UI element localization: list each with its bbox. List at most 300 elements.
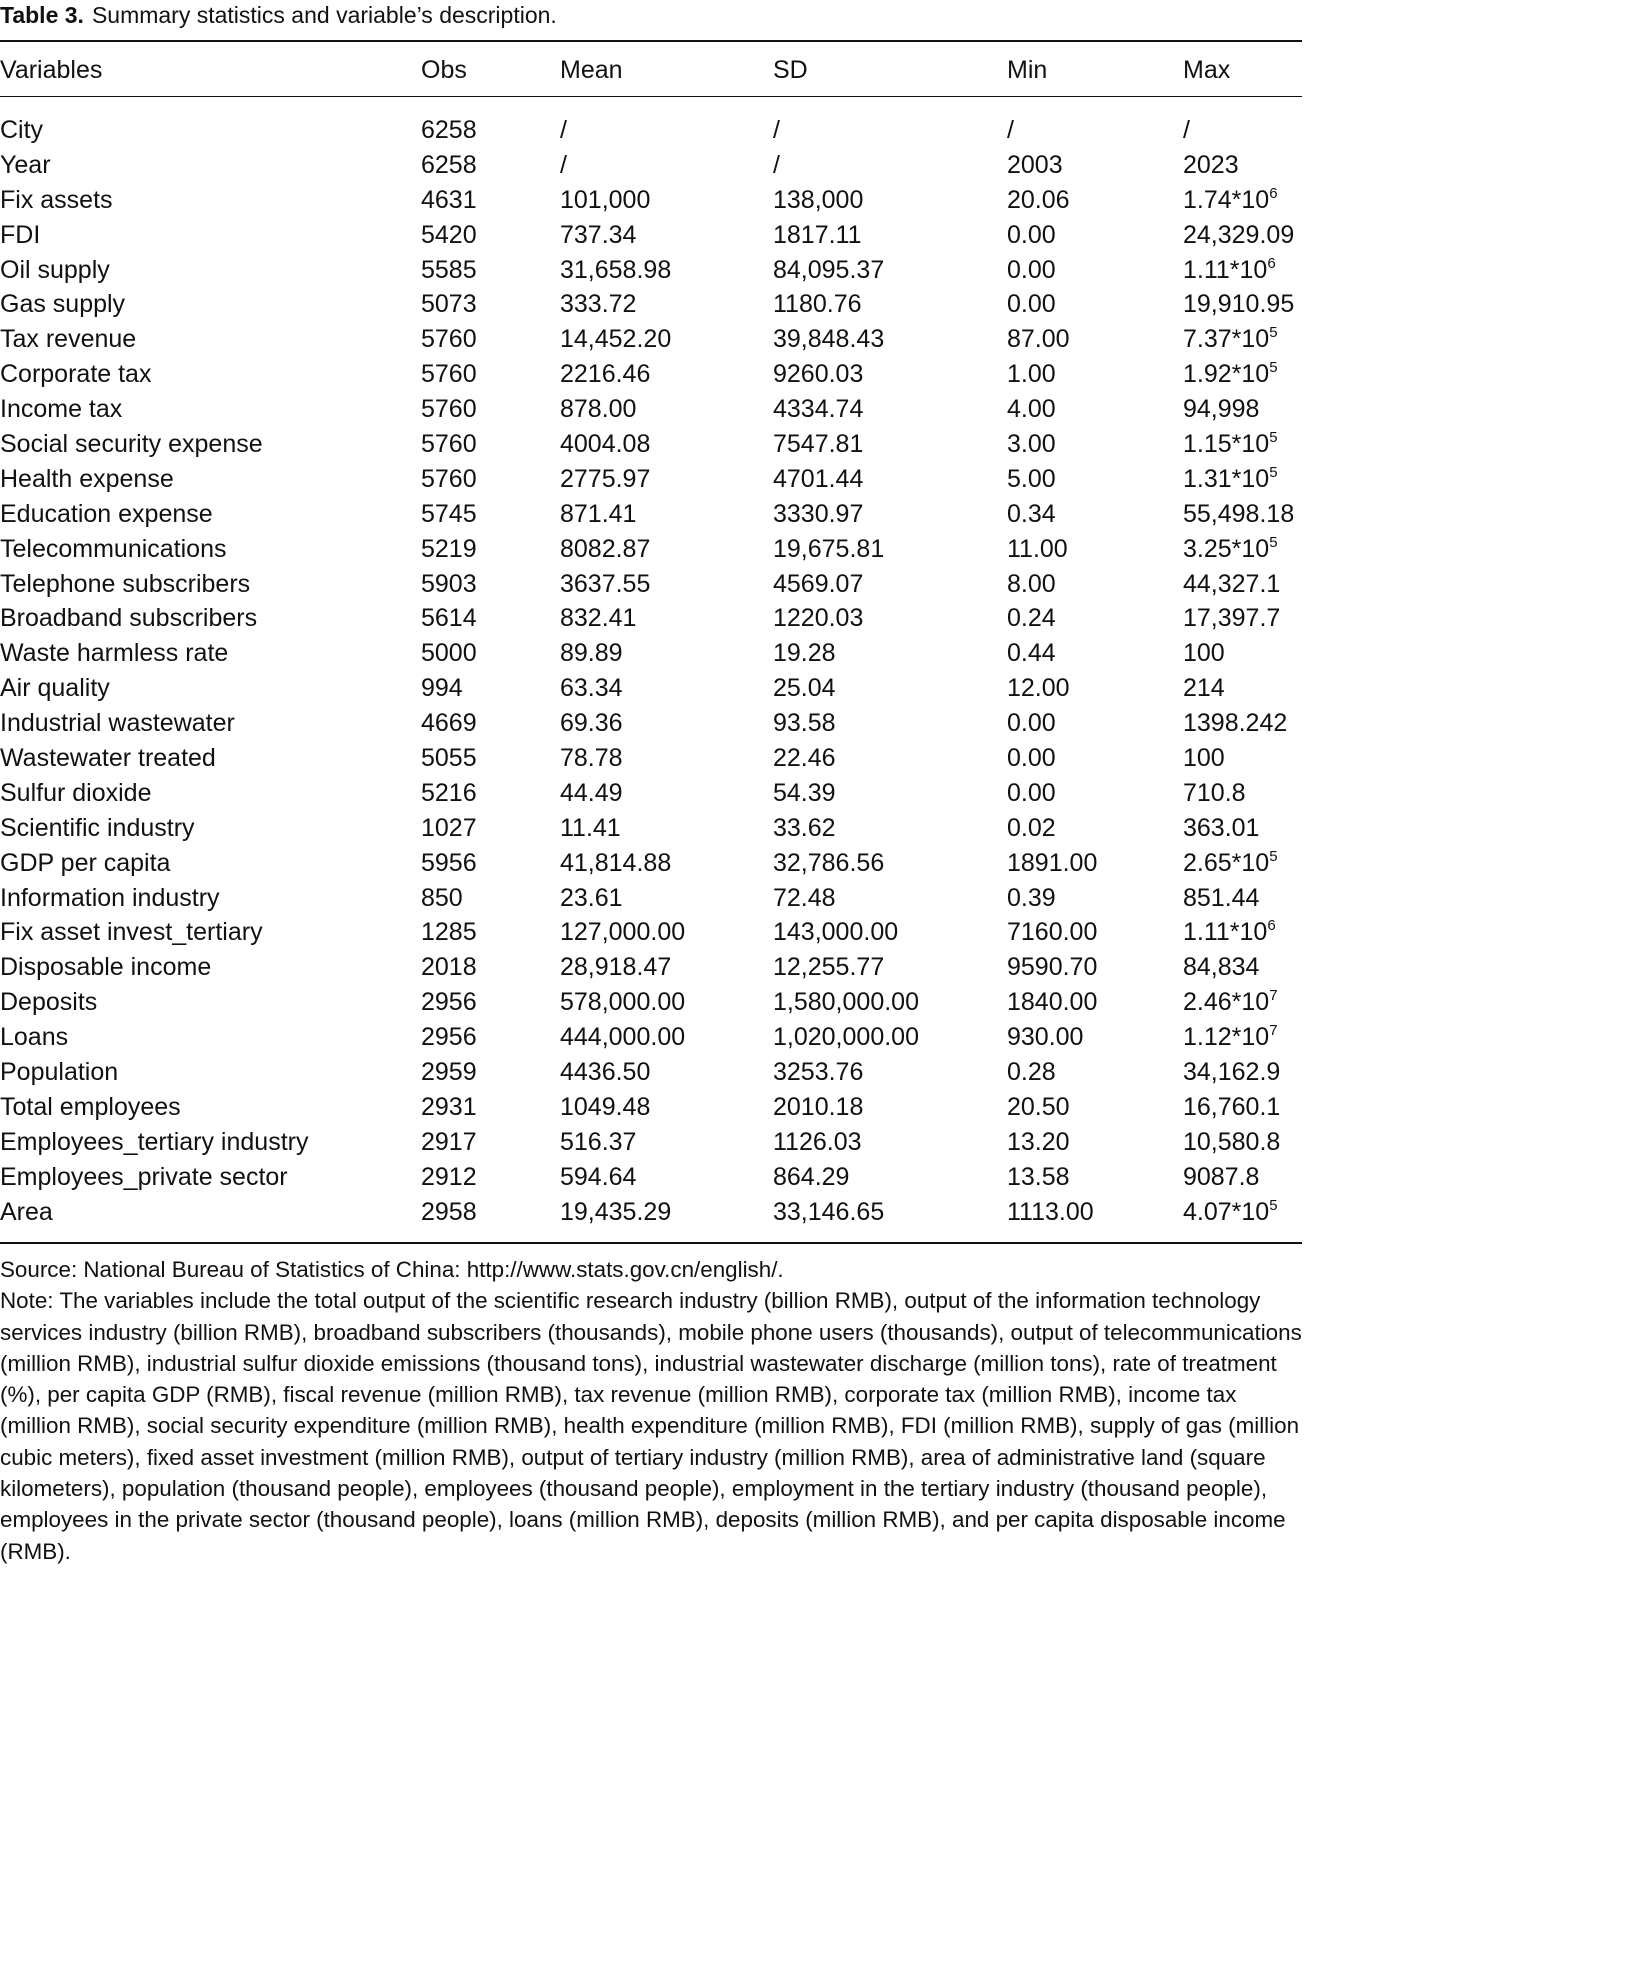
cell-max-text: 710.8 [1183,778,1246,807]
cell-variable-text: GDP per capita [0,848,171,877]
cell-sd-text: 1180.76 [773,290,862,319]
cell-min [1007,287,1056,322]
cell-max [1183,741,1225,776]
cell-mean-text: 127,000.00 [560,918,686,947]
cell-max-text: 2.46*10 [1183,988,1270,1017]
table-row [0,846,1302,881]
cell-max-text: 1398.242 [1183,709,1288,738]
cell-max-text: 9087.8 [1183,1162,1260,1191]
cell-min [1007,1055,1056,1090]
cell-max [1183,1090,1280,1125]
table-notes [0,1254,1302,1567]
cell-max [1183,392,1259,427]
cell-max-text: 100 [1183,639,1225,668]
cell-max-text: 851.44 [1183,883,1260,912]
cell-sd-text: 143,000.00 [773,918,899,947]
cell-variable [0,741,216,776]
cell-variable-text: Fix asset invest_tertiary [0,918,263,947]
cell-min-text: 13.58 [1007,1162,1070,1191]
cell-variable-text: Corporate tax [0,360,152,389]
table-row [0,392,1302,427]
cell-min [1007,113,1014,148]
cell-max [1183,1125,1280,1160]
table-row [0,148,1302,183]
cell-mean [560,1055,650,1090]
cell-mean-text: 41,814.88 [560,848,672,877]
cell-variable-text: Disposable income [0,953,212,982]
cell-mean-text: 23.61 [560,883,623,912]
cell-variable-text: Air quality [0,674,110,703]
cell-sd [773,915,898,950]
cell-mean [560,427,650,462]
cell-obs [421,846,477,881]
cell-obs [421,1195,477,1230]
cell-max [1183,113,1190,148]
cell-variable [0,811,195,846]
cell-sd [773,776,836,811]
column-header-max: Max [1183,56,1231,84]
cell-min-text: 0.34 [1007,499,1056,528]
cell-sd [773,1055,863,1090]
cell-min [1007,636,1056,671]
cell-obs [421,497,477,532]
cell-max-exponent: 7 [1269,987,1278,1005]
cell-obs-text: 5219 [421,534,477,563]
cell-variable [0,427,263,462]
cell-sd-text: 12,255.77 [773,953,885,982]
cell-variable [0,253,110,288]
cell-obs [421,532,477,567]
cell-obs-text: 2958 [421,1197,477,1226]
cell-variable-text: Year [0,150,51,179]
cell-variable-text: Education expense [0,499,213,528]
cell-variable-text: Employees_private sector [0,1162,288,1191]
cell-obs-text: 5760 [421,464,477,493]
cell-obs [421,567,477,602]
cell-min [1007,950,1097,985]
cell-obs [421,741,477,776]
cell-obs [421,253,477,288]
cell-max-exponent: 6 [1269,184,1278,202]
cell-mean-text: 28,918.47 [560,953,672,982]
cell-min [1007,427,1056,462]
cell-variable [0,567,250,602]
table-row [0,1055,1302,1090]
cell-mean-text: / [560,150,567,179]
cell-min-text: 9590.70 [1007,953,1098,982]
cell-obs [421,636,477,671]
column-header-obs: Obs [421,56,467,84]
cell-min-text: 5.00 [1007,464,1056,493]
cell-max-text: 17,397.7 [1183,604,1281,633]
cell-max [1183,183,1278,218]
cell-sd-text: 33.62 [773,813,836,842]
cell-variable [0,601,257,636]
cell-mean [560,462,650,497]
cell-variable-text: Fix assets [0,185,113,214]
cell-sd-text: 4701.44 [773,464,864,493]
table-row [0,881,1302,916]
cell-min-text: 3.00 [1007,430,1056,459]
cell-mean-text: 878.00 [560,395,637,424]
table-header-rule [0,96,1302,97]
cell-sd-text: 1220.03 [773,604,864,633]
cell-min-text: / [1007,116,1014,144]
cell-mean [560,392,636,427]
cell-obs-text: 2018 [421,953,477,982]
cell-variable [0,532,227,567]
cell-mean [560,253,671,288]
cell-min [1007,253,1056,288]
cell-sd [773,1020,919,1055]
cell-max-text: 7.37*10 [1183,325,1270,354]
cell-max-text: 16,760.1 [1183,1092,1281,1121]
cell-variable-text: Loans [0,1023,69,1052]
cell-sd [773,671,836,706]
cell-sd-text: 39,848.43 [773,325,885,354]
cell-mean [560,985,685,1020]
cell-variable-text: Tax revenue [0,325,137,354]
table-row [0,706,1302,741]
cell-min [1007,148,1063,183]
cell-sd-text: 1817.11 [773,220,862,249]
cell-sd-text: / [773,150,780,179]
table-row [0,532,1302,567]
column-header-variables: Variables [0,56,103,84]
cell-variable [0,462,174,497]
cell-obs [421,985,477,1020]
cell-min [1007,1125,1070,1160]
cell-max [1183,846,1278,881]
cell-mean-text: 19,435.29 [560,1197,672,1226]
cell-sd [773,427,863,462]
cell-variable [0,392,122,427]
cell-mean [560,322,671,357]
cell-max-text: 1.11*10 [1183,918,1268,947]
cell-sd-text: 22.46 [773,744,836,773]
cell-min [1007,776,1056,811]
cell-min-text: 0.39 [1007,883,1056,912]
cell-variable [0,706,235,741]
cell-min-text: 0.44 [1007,639,1056,668]
cell-sd [773,601,863,636]
variables-note: Note: The variables include the total output of the scientific research industry (billion RMB), output of the information technology services industry (billion RMB), broadband subscribers (thousands), mobile phone users (thousands), output of telecommunications (million RMB), industrial sulfur dioxide emissions (thousand tons), industrial wastewater discharge (million tons), rate of treatment (%), per capita GDP (RMB), fiscal revenue (million RMB), tax revenue (million RMB), corporate tax (million RMB), income tax (million RMB), social security expenditure (million RMB), health expenditure (million RMB), FDI (million RMB), supply of gas (million cubic meters), fixed asset investment (million RMB), output of tertiary industry (million RMB), area of administrative land (square kilometers), population (thousand people), employees (thousand people), employment in the tertiary industry (thousand people), employees in the private sector (thousand people), loans (million RMB), deposits (million RMB), and per capita disposable income (RMB). [0,1288,1302,1564]
cell-min-text: 7160.00 [1007,918,1098,947]
cell-sd-text: 19.28 [773,639,836,668]
cell-sd-text: 138,000 [773,185,864,214]
cell-variable [0,1160,288,1195]
cell-sd-text: 3253.76 [773,1058,864,1087]
table-bottom-rule [0,1242,1302,1244]
cell-mean [560,1160,636,1195]
cell-variable-text: Deposits [0,988,98,1017]
cell-sd [773,741,836,776]
cell-min [1007,322,1070,357]
cell-obs-text: 2917 [421,1127,477,1156]
cell-sd-text: 9260.03 [773,360,864,389]
cell-mean [560,357,650,392]
cell-obs [421,183,477,218]
cell-mean-text: 4436.50 [560,1058,651,1087]
cell-max-exponent: 5 [1269,1196,1278,1214]
source-note: Source: National Bureau of Statistics of China: http://www.stats.gov.cn/english/. [0,1257,784,1282]
cell-max-text: 214 [1183,674,1225,703]
cell-min-text: 0.00 [1007,744,1056,773]
cell-variable-text: Telephone subscribers [0,569,251,598]
cell-mean [560,636,623,671]
cell-mean [560,881,623,916]
cell-sd [773,287,862,322]
cell-mean-text: 871.41 [560,499,637,528]
cell-max [1183,497,1294,532]
cell-min-text: 0.00 [1007,709,1056,738]
table-row [0,113,1302,148]
table-caption-label: Table 3. [0,2,84,28]
cell-mean [560,776,623,811]
cell-mean [560,148,567,183]
cell-sd-text: 54.39 [773,778,836,807]
cell-mean-text: 333.72 [560,290,637,319]
cell-mean-text: 89.89 [560,639,623,668]
cell-obs [421,1090,477,1125]
cell-max-exponent: 7 [1269,1022,1278,1040]
cell-mean-text: 31,658.98 [560,255,672,284]
table-row [0,322,1302,357]
cell-max-text: 44,327.1 [1183,569,1281,598]
table-row [0,636,1302,671]
cell-variable-text: Sulfur dioxide [0,778,152,807]
cell-obs [421,706,477,741]
cell-obs [421,671,463,706]
cell-obs-text: 5760 [421,395,477,424]
cell-mean-text: 578,000.00 [560,988,686,1017]
cell-mean-text: 11.41 [560,813,621,842]
cell-max [1183,811,1259,846]
cell-obs [421,322,477,357]
cell-obs-text: 4631 [421,185,477,214]
table-row [0,567,1302,602]
cell-min [1007,532,1068,567]
cell-min [1007,915,1097,950]
cell-min [1007,985,1097,1020]
cell-max [1183,218,1294,253]
cell-min-text: 2003 [1007,150,1063,179]
cell-sd-text: 1,580,000.00 [773,988,919,1017]
cell-max-text: 4.07*10 [1183,1197,1270,1226]
cell-sd [773,183,863,218]
cell-min-text: 930.00 [1007,1023,1084,1052]
cell-variable [0,113,43,148]
cell-sd [773,392,863,427]
cell-obs-text: 5760 [421,430,477,459]
cell-max-text: 2023 [1183,150,1239,179]
cell-max-exponent: 6 [1267,917,1276,935]
cell-max-text: 55,498.18 [1183,499,1295,528]
cell-variable [0,950,211,985]
cell-obs-text: 4669 [421,709,477,738]
cell-min-text: 0.24 [1007,604,1056,633]
cell-obs [421,776,477,811]
cell-variable-text: Gas supply [0,290,126,319]
cell-min [1007,1160,1070,1195]
cell-obs [421,392,477,427]
cell-obs [421,1055,477,1090]
cell-max [1183,706,1287,741]
cell-min [1007,392,1056,427]
table-row [0,741,1302,776]
cell-max-text: 1.15*10 [1183,430,1270,459]
cell-min [1007,567,1056,602]
cell-mean [560,950,671,985]
cell-max [1183,427,1278,462]
cell-variable [0,1090,181,1125]
cell-mean [560,1125,636,1160]
column-header-min: Min [1007,56,1048,84]
cell-obs-text: 5216 [421,778,477,807]
cell-max-text: 1.74*10 [1183,185,1270,214]
cell-obs [421,148,477,183]
cell-sd [773,218,862,253]
cell-sd-text: 19,675.81 [773,534,885,563]
cell-variable [0,218,40,253]
cell-variable [0,287,125,322]
cell-variable-text: Oil supply [0,255,110,284]
cell-variable [0,1195,53,1230]
cell-min-text: 11.00 [1007,534,1068,563]
cell-sd-text: 72.48 [773,883,836,912]
cell-max [1183,950,1259,985]
cell-max-text: 1.12*10 [1183,1023,1270,1052]
cell-mean [560,1020,685,1055]
cell-min [1007,218,1056,253]
cell-sd-text: 3330.97 [773,499,864,528]
cell-variable-text: Area [0,1197,53,1226]
cell-min-text: 8.00 [1007,569,1056,598]
cell-min-text: 12.00 [1007,674,1070,703]
cell-mean [560,532,650,567]
cell-variable [0,183,113,218]
cell-obs [421,601,477,636]
cell-max [1183,915,1276,950]
cell-sd [773,253,884,288]
cell-sd [773,1195,884,1230]
cell-obs-text: 5903 [421,569,477,598]
cell-min-text: 4.00 [1007,395,1056,424]
column-header-sd: SD [773,56,808,84]
cell-min [1007,183,1070,218]
cell-sd [773,1090,863,1125]
cell-obs-text: 5760 [421,325,477,354]
table-row [0,776,1302,811]
cell-mean [560,811,621,846]
cell-sd-text: 1126.03 [773,1127,862,1156]
table-body [0,113,1302,1230]
table-row [0,811,1302,846]
cell-max [1183,985,1278,1020]
cell-max [1183,671,1225,706]
cell-mean [560,113,567,148]
cell-obs-text: 5000 [421,639,477,668]
table-row [0,357,1302,392]
cell-obs-text: 1027 [421,813,477,842]
cell-variable-text: Telecommunications [0,534,227,563]
table-row [0,427,1302,462]
cell-max [1183,148,1239,183]
cell-variable [0,636,228,671]
cell-sd-text: 4334.74 [773,395,864,424]
cell-min [1007,497,1056,532]
cell-variable-text: Health expense [0,464,174,493]
cell-mean-text: 1049.48 [560,1092,651,1121]
cell-variable-text: Population [0,1058,119,1087]
cell-obs [421,427,477,462]
cell-mean-text: 594.64 [560,1162,637,1191]
cell-sd-text: 25.04 [773,674,836,703]
cell-variable-text: Social security expense [0,430,263,459]
cell-sd [773,881,836,916]
cell-max [1183,357,1278,392]
cell-max-exponent: 5 [1269,847,1278,865]
cell-obs-text: 5585 [421,255,477,284]
cell-max-exponent: 5 [1269,429,1278,447]
cell-min [1007,462,1056,497]
cell-obs-text: 5055 [421,744,477,773]
cell-min [1007,1020,1083,1055]
table-row [0,462,1302,497]
cell-variable-text: Waste harmless rate [0,639,229,668]
cell-max [1183,287,1294,322]
table-row [0,1020,1302,1055]
cell-max [1183,601,1280,636]
column-header-mean: Mean [560,56,623,84]
cell-obs-text: 850 [421,883,463,912]
cell-variable [0,915,263,950]
table-row [0,287,1302,322]
cell-mean-text: / [560,116,567,144]
cell-max [1183,1055,1280,1090]
cell-min [1007,601,1056,636]
cell-max-text: 1.31*10 [1183,464,1270,493]
cell-mean [560,497,636,532]
cell-mean-text: 69.36 [560,709,623,738]
cell-mean-text: 8082.87 [560,534,651,563]
cell-mean [560,1195,671,1230]
cell-min-text: 20.50 [1007,1092,1070,1121]
cell-obs [421,1160,477,1195]
cell-obs [421,881,463,916]
cell-max-text: 84,834 [1183,953,1260,982]
table-caption-text: Summary statistics and variable’s description. [91,2,557,28]
cell-max-text: 100 [1183,744,1225,773]
cell-obs [421,357,477,392]
cell-sd-text: 7547.81 [773,430,864,459]
cell-min-text: 20.06 [1007,185,1070,214]
cell-variable-text: Broadband subscribers [0,604,258,633]
cell-min [1007,1195,1094,1230]
cell-obs-text: 5760 [421,360,477,389]
table-row [0,915,1302,950]
cell-max-exponent: 5 [1269,324,1278,342]
cell-max [1183,1160,1259,1195]
cell-variable [0,671,110,706]
cell-sd-text: 32,786.56 [773,848,885,877]
cell-max-text: 34,162.9 [1183,1058,1281,1087]
cell-sd-text: 93.58 [773,709,836,738]
table-row [0,1195,1302,1230]
cell-sd [773,811,836,846]
cell-obs-text: 6258 [421,150,477,179]
cell-max-text: 24,329.09 [1183,220,1295,249]
